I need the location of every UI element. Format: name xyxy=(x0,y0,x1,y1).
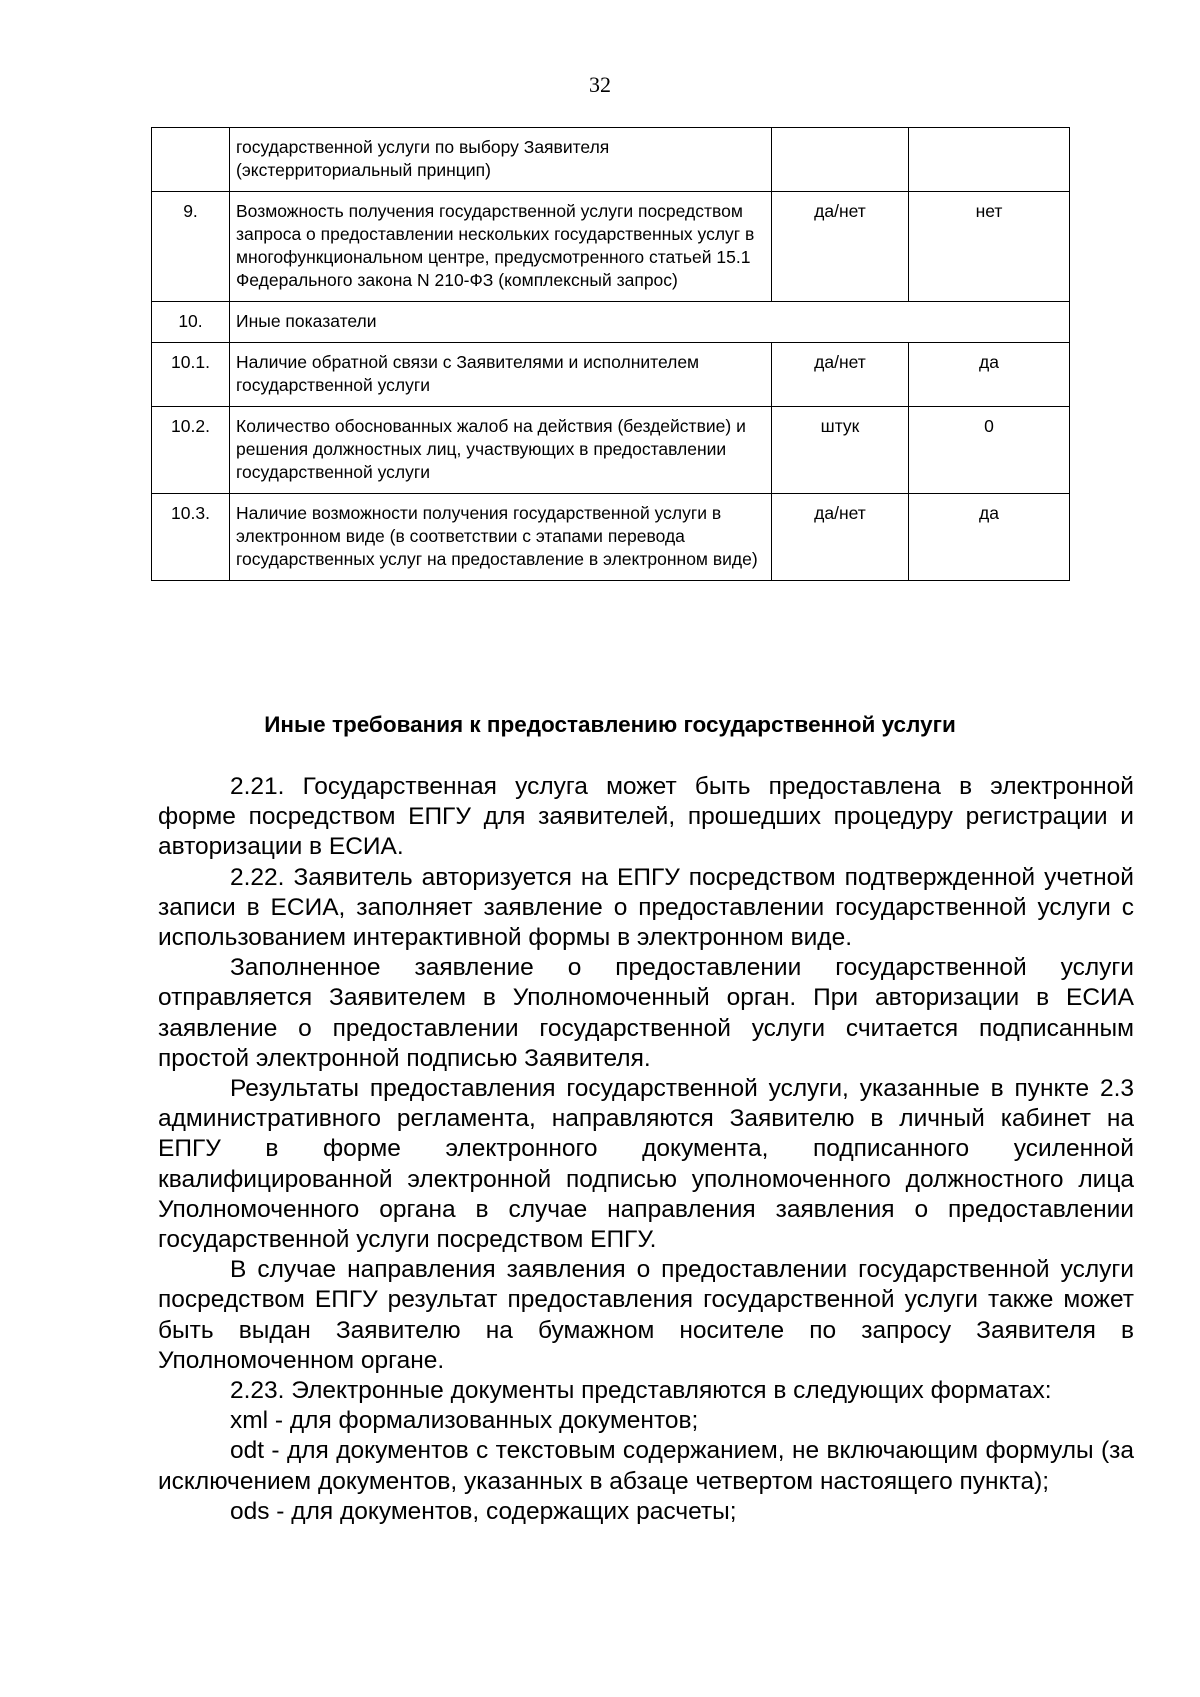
row-number: 10.3. xyxy=(152,494,230,581)
row-indicator: Наличие возможности получения государственной услуги в электронном виде (в соответствии с этапами перевода государственных услуг на предоставление в электронном виде) xyxy=(230,494,772,581)
row-value xyxy=(909,128,1070,192)
table-row xyxy=(152,407,1070,494)
row-number: 10.1. xyxy=(152,343,230,407)
table-row xyxy=(152,343,1070,407)
paragraph: 2.22. Заявитель авторизуется на ЕПГУ посредством подтвержденной учетной записи в ЕСИА, заполняет заявление о предоставлении государственной услуги с использованием интерактивной формы в электронном виде. xyxy=(158,863,1134,952)
row-indicator: Иные показатели xyxy=(230,302,1070,343)
paragraph: В случае направления заявления о предоставлении государственной услуги посредством ЕПГУ результат предоставления государственной услуги также может быть выдан Заявителю на бумажном носителе по запросу Заявителя в Уполномоченном органе. xyxy=(158,1256,1134,1374)
row-unit: да/нет xyxy=(772,343,909,407)
row-value: нет xyxy=(909,192,1070,302)
row-indicator: Наличие обратной связи с Заявителями и исполнителем государственной услуги xyxy=(230,343,772,407)
row-indicator: Возможность получения государственной услуги посредством запроса о предоставлении нескольких государственных услуг в многофункциональном центре, предусмотренного статьей 15.1 Федерального закона N 210-ФЗ (комплексный запрос) xyxy=(230,192,772,302)
page-number: 32 xyxy=(589,72,611,97)
paragraph: Результаты предоставления государственной услуги, указанные в пункте 2.3 административного регламента, направляются Заявителю в личный кабинет на ЕПГУ в форме электронного документа, подписанного усиленной квалифицированной электронной подписью уполномоченного должностного лица Уполномоченного органа в случае направления заявления о предоставлении государственной услуги посредством ЕПГУ. xyxy=(158,1075,1134,1254)
body-text xyxy=(158,772,1134,1527)
row-value: да xyxy=(909,343,1070,407)
row-unit: штук xyxy=(772,407,909,494)
row-value: да xyxy=(909,494,1070,581)
paragraph: ods - для документов, содержащих расчеты; xyxy=(230,1497,737,1525)
row-number xyxy=(152,128,230,192)
indicators-table xyxy=(151,127,1070,581)
row-unit: да/нет xyxy=(772,494,909,581)
section-heading: Иные требования к предоставлению государственной услуги xyxy=(264,712,956,737)
row-unit: да/нет xyxy=(772,192,909,302)
row-indicator: Количество обоснованных жалоб на действия (бездействие) и решения должностных лиц, участвующих в предоставлении государственной услуги xyxy=(230,407,772,494)
row-number: 10. xyxy=(152,302,230,343)
paragraph: 2.23. Электронные документы представляются в следующих форматах: xyxy=(230,1377,1052,1405)
row-unit xyxy=(772,128,909,192)
paragraph: odt - для документов с текстовым содержанием, не включающим формулы (за исключением документов, указанных в абзаце четвертом настоящего пункта); xyxy=(158,1437,1134,1495)
paragraph: 2.21. Государственная услуга может быть предоставлена в электронной форме посредством ЕПГУ для заявителей, прошедших процедуру регистрации и авторизации в ЕСИА. xyxy=(158,773,1134,861)
table-row xyxy=(152,494,1070,581)
paragraph: xml - для формализованных документов; xyxy=(230,1407,699,1435)
row-indicator: государственной услуги по выбору Заявителя (экстерриториальный принцип) xyxy=(230,128,772,192)
table-row xyxy=(152,128,1070,192)
paragraph: Заполненное заявление о предоставлении государственной услуги отправляется Заявителем в Уполномоченный орган. При авторизации в ЕСИА заявление о предоставлении государственной услуги считается подписанным простой электронной подписью Заявителя. xyxy=(158,954,1134,1072)
table-row xyxy=(152,192,1070,302)
table-row xyxy=(152,302,1070,343)
row-number: 9. xyxy=(152,192,230,302)
row-value: 0 xyxy=(909,407,1070,494)
row-number: 10.2. xyxy=(152,407,230,494)
